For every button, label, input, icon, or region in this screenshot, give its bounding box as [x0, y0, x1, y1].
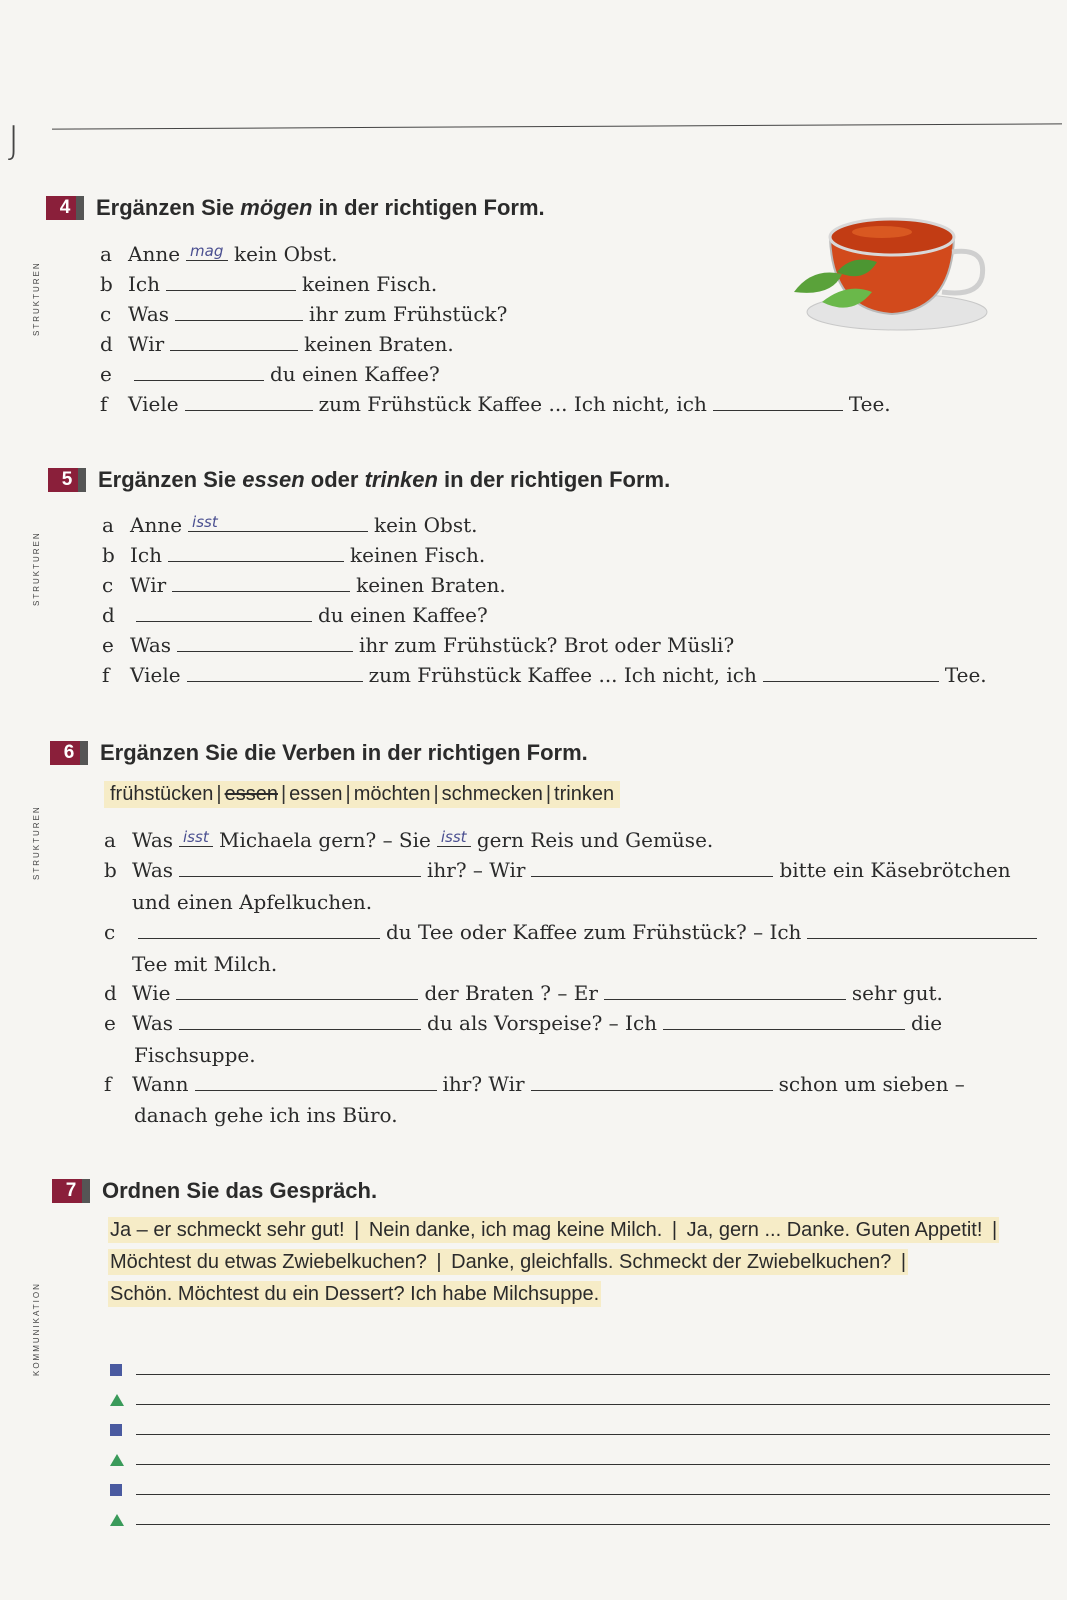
side-label-strukturen-3: strukturen	[30, 805, 42, 880]
answer-blank[interactable]	[134, 364, 264, 381]
phrase: Nein danke, ich mag keine Milch.	[368, 1219, 663, 1241]
ex4-line-a: a Anne mag kein Obst.	[100, 242, 338, 266]
tea-cup-image	[792, 192, 992, 342]
answer-blank[interactable]	[195, 1074, 437, 1091]
answer-blank[interactable]	[663, 1013, 905, 1030]
answer-blank[interactable]	[138, 922, 380, 939]
ex6-line-b-cont: und einen Apfelkuchen.	[132, 890, 373, 914]
ex6-line-e-cont: Fischsuppe.	[134, 1043, 256, 1067]
square-marker-icon	[110, 1364, 122, 1376]
side-label-kommunikation: kommunikation	[30, 1282, 42, 1376]
square-marker-icon	[110, 1424, 122, 1436]
answer-blank[interactable]	[763, 665, 939, 682]
ex4-line-f: f Viele zum Frühstück Kaffee ... Ich nicht, ich Tee.	[100, 392, 891, 416]
ex4-line-c: c Was ihr zum Frühstück?	[100, 302, 508, 326]
ex4-line-b: b Ich keinen Fisch.	[100, 272, 438, 296]
answer-blank[interactable]	[531, 860, 773, 877]
answer-blank[interactable]	[179, 1013, 421, 1030]
margin-mark: J	[8, 118, 20, 162]
answer-line[interactable]	[110, 1478, 1050, 1508]
phrase: Ja – er schmeckt sehr gut!	[110, 1219, 345, 1241]
answer-blank[interactable]: isst	[188, 515, 368, 532]
exercise-number: 6	[50, 741, 88, 765]
exercise-title: Ergänzen Sie die Verben in der richtigen Form.	[100, 740, 588, 765]
answer-blank[interactable]	[172, 575, 350, 592]
answer-blank[interactable]	[531, 1074, 773, 1091]
ex5-line-b: b Ich keinen Fisch.	[102, 543, 486, 567]
side-label-strukturen-2: strukturen	[30, 531, 42, 606]
answer-blank[interactable]	[185, 394, 313, 411]
answer-blank[interactable]	[807, 922, 1037, 939]
top-rule	[52, 123, 1062, 129]
answer-line[interactable]	[110, 1448, 1050, 1478]
ex4-line-e: e du einen Kaffee?	[100, 362, 440, 386]
ex6-line-a: a Was isst Michaela gern? – Sie isst gern Reis und Gemüse.	[104, 828, 714, 852]
exercise-7-header	[52, 1178, 377, 1204]
answer-blank[interactable]	[604, 983, 846, 1000]
answer-blank[interactable]	[166, 274, 296, 291]
exercise-4-header	[46, 195, 545, 221]
ex5-line-d: d du einen Kaffee?	[102, 603, 488, 627]
exercise-number: 5	[48, 468, 86, 492]
answer-line[interactable]	[110, 1358, 1050, 1388]
exercise-title: Ergänzen Sie mögen in der richtigen Form.	[96, 195, 545, 220]
ex6-line-f-cont: danach gehe ich ins Büro.	[134, 1103, 398, 1127]
exercise-number: 7	[52, 1179, 90, 1203]
exercise-6-header	[50, 740, 588, 766]
phrase: Schön. Möchtest du ein Dessert? Ich habe Milchsuppe.	[110, 1283, 600, 1305]
answer-blank[interactable]	[176, 983, 418, 1000]
answer-blank[interactable]	[175, 304, 303, 321]
answer-line[interactable]	[110, 1388, 1050, 1418]
exercise-number: 4	[46, 196, 84, 220]
ex6-line-e: e Was du als Vorspeise? – Ich die	[104, 1011, 943, 1035]
dialog-phrases: Ja – er schmeckt sehr gut! | Nein danke, ich mag keine Milch. | Ja, gern ... Danke. Guten Appetit! | Möchtest du etwas Zwiebelkuchen? | Danke, gleichfalls. Schmeckt der Zwiebelkuchen? | Schön. Möchtest du ein Dessert? Ich habe Milchsuppe.	[110, 1219, 998, 1305]
exercise-title: Ergänzen Sie essen oder trinken in der richtigen Form.	[98, 467, 671, 492]
ex6-line-d: d Wie der Braten ? – Er sehr gut.	[104, 981, 943, 1005]
triangle-marker-icon	[110, 1514, 124, 1526]
ex6-line-c: c du Tee oder Kaffee zum Frühstück? – Ich	[104, 920, 1043, 944]
square-marker-icon	[110, 1484, 122, 1496]
side-label-strukturen-1: strukturen	[30, 261, 42, 336]
exercise-5-header	[48, 467, 670, 493]
answer-line[interactable]	[110, 1508, 1050, 1538]
ex5-line-e: e Was ihr zum Frühstück? Brot oder Müsli?	[102, 633, 735, 657]
ex4-line-d: d Wir keinen Braten.	[100, 332, 454, 356]
answer-blank[interactable]: isst	[179, 830, 213, 847]
ex6-line-f: f Wann ihr? Wir schon um sieben –	[104, 1072, 965, 1096]
phrase: Ja, gern ... Danke. Guten Appetit!	[686, 1219, 983, 1241]
triangle-marker-icon	[110, 1394, 124, 1406]
answer-blank[interactable]	[187, 665, 363, 682]
answer-blank[interactable]	[179, 860, 421, 877]
ex6-line-c-cont: Tee mit Milch.	[132, 952, 278, 976]
answer-line[interactable]	[110, 1418, 1050, 1448]
answer-blank[interactable]: isst	[437, 830, 471, 847]
exercise-title: Ordnen Sie das Gespräch.	[102, 1178, 378, 1203]
answer-blank[interactable]	[136, 605, 312, 622]
ex6-line-b: b Was ihr? – Wir bitte ein Käsebrötchen	[104, 858, 1011, 882]
ex5-line-a: a Anne isst kein Obst.	[102, 513, 478, 537]
answer-blank[interactable]	[713, 394, 843, 411]
answer-blank[interactable]	[177, 635, 353, 652]
word-bank: frühstücken | essen | essen | möchten | schmecken | trinken	[104, 781, 620, 808]
ex5-line-c: c Wir keinen Braten.	[102, 573, 506, 597]
phrase: Danke, gleichfalls. Schmeckt der Zwiebelkuchen?	[451, 1251, 892, 1273]
answer-blank[interactable]	[168, 545, 344, 562]
phrase: Möchtest du etwas Zwiebelkuchen?	[110, 1251, 427, 1273]
triangle-marker-icon	[110, 1454, 124, 1466]
ex5-line-f: f Viele zum Frühstück Kaffee ... Ich nicht, ich Tee.	[102, 663, 987, 687]
answer-blank[interactable]: mag	[186, 244, 228, 261]
answer-blank[interactable]	[170, 334, 298, 351]
